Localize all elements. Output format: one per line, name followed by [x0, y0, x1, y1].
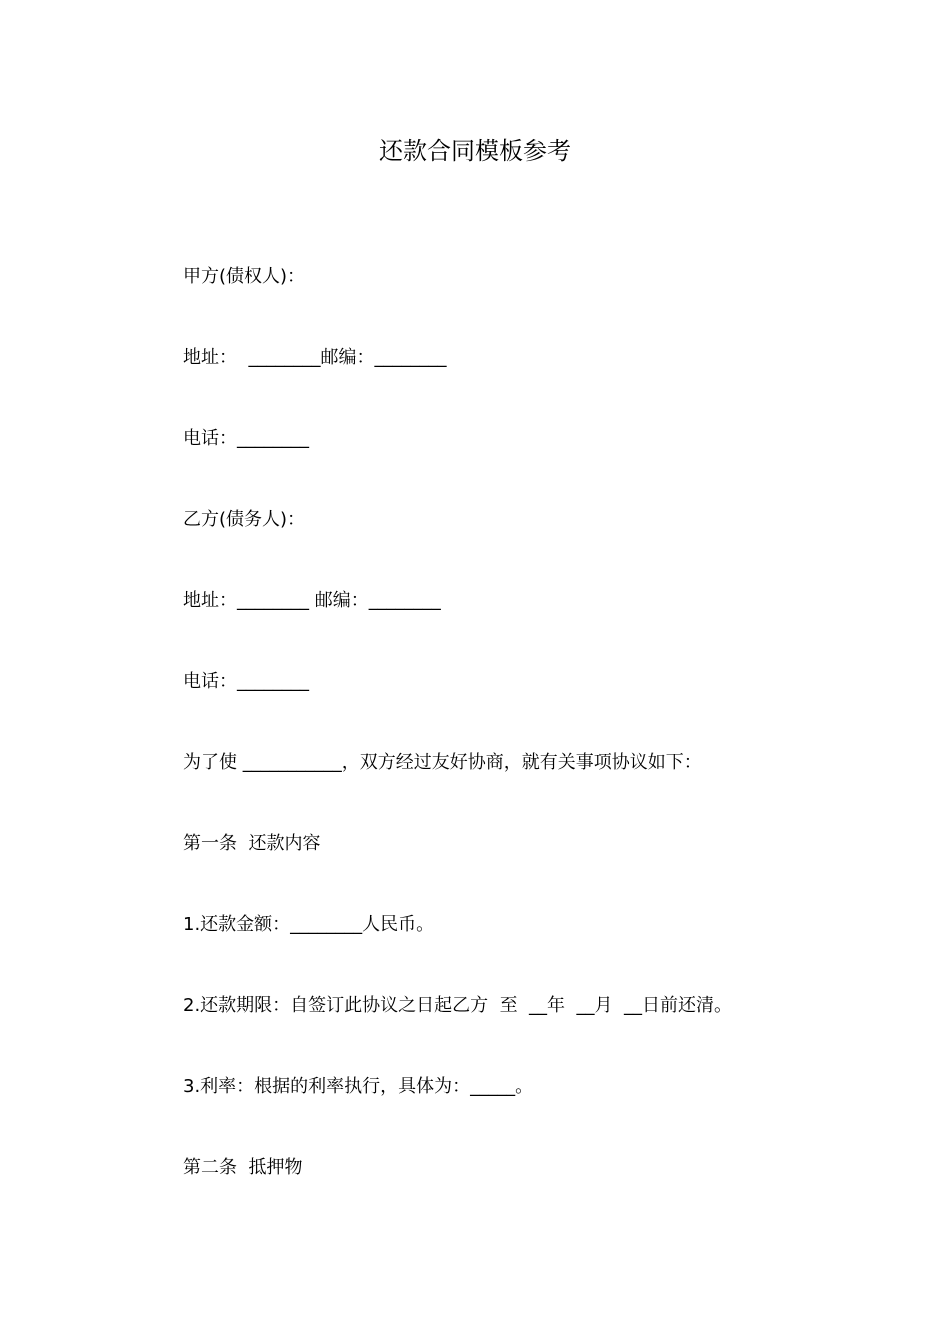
- interest-rate-clause: 3.利率：根据的利率执行，具体为：_____。: [183, 1076, 534, 1097]
- preamble-paragraph: 为了使 ___________，双方经过友好协商，就有关事项协议如下：: [183, 752, 702, 773]
- article-1-heading: 第一条 还款内容: [183, 833, 321, 854]
- creditor-address-line: 地址： ________邮编：________: [183, 347, 447, 368]
- creditor-heading: 甲方(债权人)：: [183, 266, 306, 287]
- debtor-heading: 乙方(债务人)：: [183, 509, 306, 530]
- repayment-amount-clause: 1.还款金额：________人民币。: [183, 914, 435, 935]
- document-title: 还款合同模板参考: [379, 137, 571, 165]
- article-2-heading: 第二条 抵押物: [183, 1157, 303, 1178]
- creditor-phone-line: 电话：________: [183, 428, 309, 449]
- repayment-term-clause: 2.还款期限：自签订此协议之日起乙方 至 __年 __月 __日前还清。: [183, 995, 732, 1016]
- debtor-address-line: 地址：________ 邮编：________: [183, 590, 441, 611]
- debtor-phone-line: 电话：________: [183, 671, 309, 692]
